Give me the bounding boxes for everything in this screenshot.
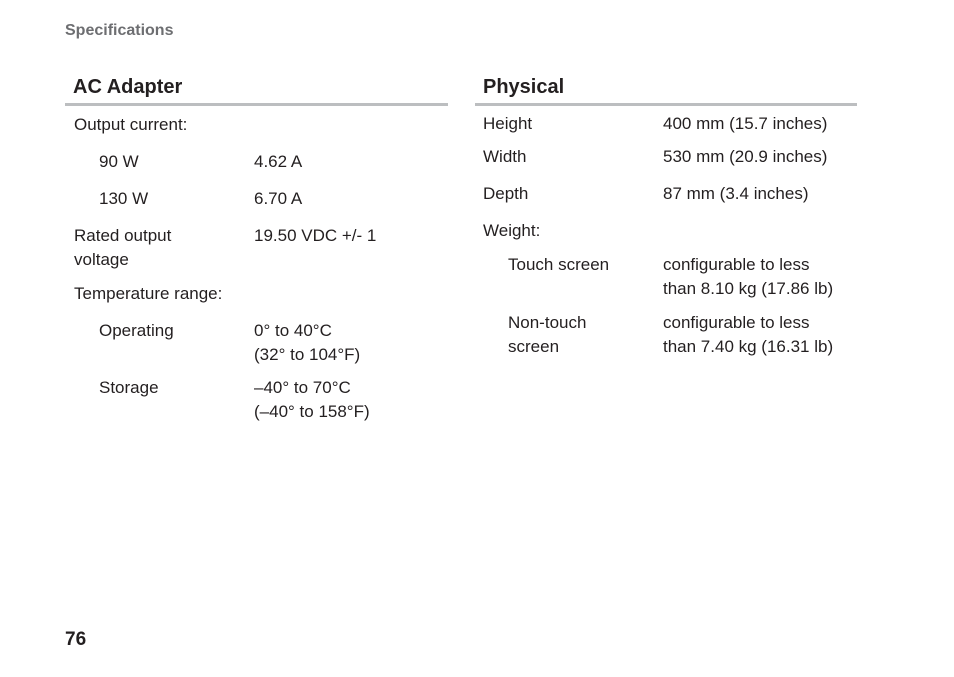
- depth-label: Depth: [483, 184, 529, 203]
- non-touch-label-line1: Non-touch: [508, 313, 587, 332]
- rated-voltage-label-line1: Rated output: [74, 226, 172, 245]
- rated-voltage-value: 19.50 VDC +/- 1: [254, 226, 377, 245]
- physical-title: Physical: [483, 76, 565, 98]
- storage-value-line2: (–40° to 158°F): [254, 402, 370, 421]
- height-label: Height: [483, 114, 533, 133]
- operating-value-line1: 0° to 40°C: [254, 321, 332, 340]
- height-value: 400 mm (15.7 inches): [663, 114, 828, 133]
- weight-label: Weight:: [483, 221, 541, 240]
- touch-screen-value-line2: than 8.10 kg (17.86 lb): [663, 279, 834, 298]
- output-90w-label: 90 W: [99, 152, 139, 171]
- operating-label: Operating: [99, 321, 174, 340]
- touch-screen-label: Touch screen: [508, 255, 610, 274]
- touch-screen-value-line1: configurable to less: [663, 255, 810, 274]
- physical-rule: [475, 103, 857, 106]
- output-current-label: Output current:: [74, 115, 188, 134]
- operating-value-line2: (32° to 104°F): [254, 345, 361, 364]
- non-touch-value-line2: than 7.40 kg (16.31 lb): [663, 337, 834, 356]
- temperature-range-label: Temperature range:: [74, 284, 223, 303]
- ac-adapter-title: AC Adapter: [73, 76, 183, 98]
- storage-value-line1: –40° to 70°C: [254, 378, 351, 397]
- depth-value: 87 mm (3.4 inches): [663, 184, 809, 203]
- output-90w-value: 4.62 A: [254, 152, 303, 171]
- running-head: Specifications: [65, 22, 174, 39]
- width-label: Width: [483, 147, 527, 166]
- ac-adapter-rule: [65, 103, 448, 106]
- output-130w-label: 130 W: [99, 189, 149, 208]
- rated-voltage-label-line2: voltage: [74, 250, 129, 269]
- width-value: 530 mm (20.9 inches): [663, 147, 828, 166]
- non-touch-value-line1: configurable to less: [663, 313, 810, 332]
- output-130w-value: 6.70 A: [254, 189, 303, 208]
- storage-label: Storage: [99, 378, 159, 397]
- non-touch-label-line2: screen: [508, 337, 560, 356]
- page-number: 76: [65, 629, 87, 650]
